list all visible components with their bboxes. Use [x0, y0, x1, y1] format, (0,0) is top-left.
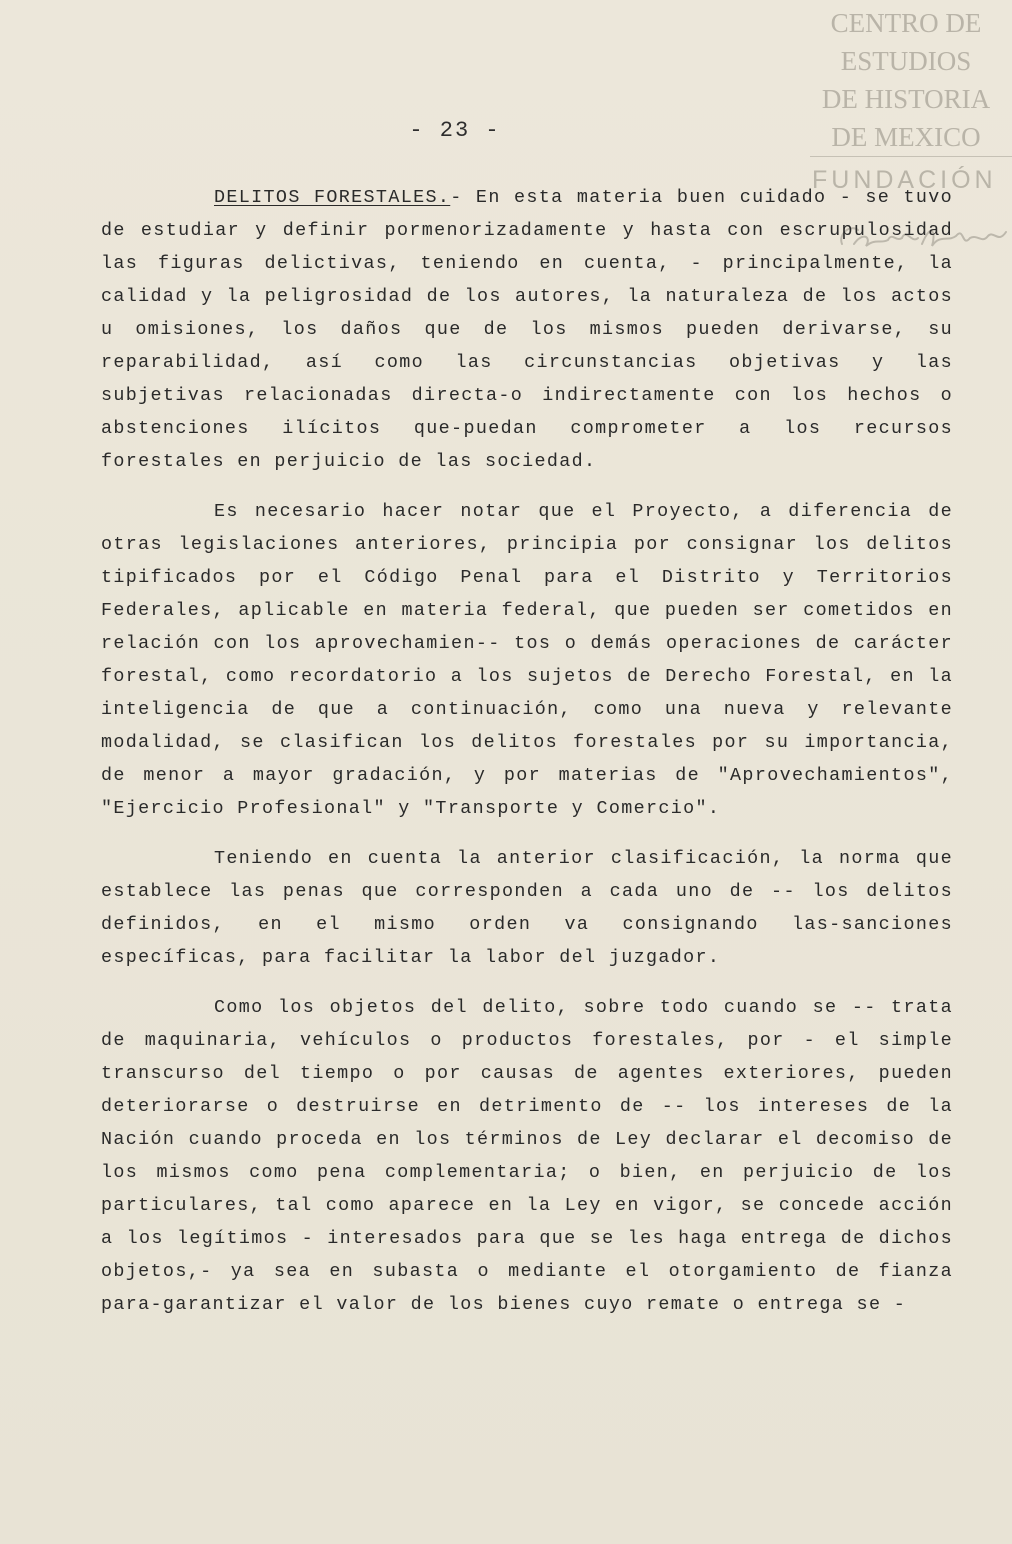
- watermark-divider: [810, 156, 1012, 157]
- paragraph-text: Como los objetos del delito, sobre todo cuando se -- trata de maquinaria, vehículos o productos forestales, por - el simple transcurso del tiempo o por causas de agentes exteriores, pueden deteriorarse o destruirse en detrimento de -- los intereses de la Nación cuando proceda en los términos de Ley declarar el decomiso de los mismos como pena complementaria; o bien, en perjuicio de los particulares, tal como aparece en la Ley en vigor, se concede acción a los legítimos - interesados para que se les haga entrega de dichos objetos,- ya sea en subasta o mediante el otorgamiento de fianza para-garantizar el valor de los bienes cuyo remate o entrega se -: [101, 997, 953, 1315]
- paragraph-text: Es necesario hacer notar que el Proyecto, a diferencia de otras legislaciones anteriores, principia por consignar los delitos tipificados por el Código Penal para el Distrito y Territorios Federales, aplicable en materia federal, que pueden ser cometidos en relación con los aprovechamien-- tos o demás operaciones de carácter forestal, como recordatorio a los sujetos de Derecho Forestal, en la inteligencia de que a continuación, como una nueva y relevante modalidad, se clasifican los delitos forestales por su importancia, de menor a mayor gradación, y por materias de "Aprovechamientos", "Ejercicio Profesional" y "Transporte y Comercio".: [101, 501, 953, 819]
- watermark-line: ESTUDIOS: [840, 46, 972, 76]
- paragraph-text: - En esta materia buen cuidado - se tuvo de estudiar y definir pormenorizadamente y hasta con escrupulosidad las figuras delictivas, teniendo en cuenta, - principalmente, la calidad y la peligrosidad de los autores, la naturaleza de los actos u omisiones, los daños que de los mismos pueden derivarse, su reparabilidad, así como las circunstancias objetivas y las subjetivas relacionadas directa-o indirectamente con los hechos o abstenciones ilícitos que-puedan comprometer a los recursos forestales en perjuicio de las sociedad.: [101, 187, 953, 472]
- paragraph-text: Teniendo en cuenta la anterior clasificación, la norma que establece las penas que corresponden a cada uno de -- los delitos definidos, en el mismo orden va consignando las-sanciones específicas, para facilitar la labor del juzgador.: [101, 848, 953, 968]
- paragraph: [101, 181, 953, 478]
- paragraph: [101, 842, 953, 974]
- watermark-line: CENTRO DE: [830, 8, 982, 38]
- watermark-line: DE MEXICO: [831, 122, 981, 152]
- paragraph: [101, 991, 953, 1321]
- page-number: - 23 -: [409, 118, 501, 143]
- document-body: [101, 181, 953, 1321]
- section-heading: DELITOS FORESTALES.: [214, 187, 451, 208]
- watermark-line: DE HISTORIA: [821, 84, 991, 114]
- paragraph: [101, 495, 953, 825]
- watermark-foundation: FUNDACIÓN: [812, 166, 997, 194]
